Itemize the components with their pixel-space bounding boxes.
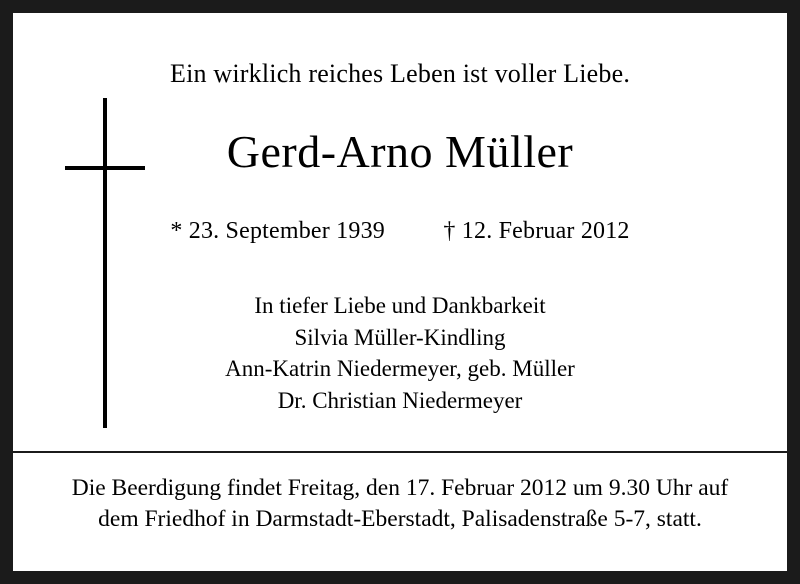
mourner-name: Ann-Katrin Niedermeyer, geb. Müller [225, 356, 575, 382]
funeral-line: Die Beerdigung findet Freitag, den 17. Februar 2012 um 9.30 Uhr auf [71, 475, 729, 501]
obituary-inner-frame [11, 11, 789, 573]
mourning-intro: In tiefer Liebe und Dankbarkeit [254, 292, 546, 318]
cross-horizontal-bar [65, 166, 145, 170]
section-divider [13, 451, 787, 453]
deceased-name: Gerd-Arno Müller [226, 126, 574, 178]
funeral-details [13, 473, 787, 536]
epitaph-text: Ein wirklich reiches Leben ist voller Liebe. [169, 59, 631, 88]
death-date: † 12. Februar 2012 [443, 217, 630, 244]
birth-date: * 23. September 1939 [170, 217, 385, 244]
mourner-name: Dr. Christian Niedermeyer [277, 387, 523, 413]
mourner-name: Silvia Müller-Kindling [294, 324, 506, 350]
christian-cross-icon [65, 98, 145, 428]
funeral-line: dem Friedhof in Darmstadt-Eberstadt, Palisadenstraße 5-7, statt. [98, 506, 702, 533]
cross-vertical-bar [103, 98, 107, 428]
